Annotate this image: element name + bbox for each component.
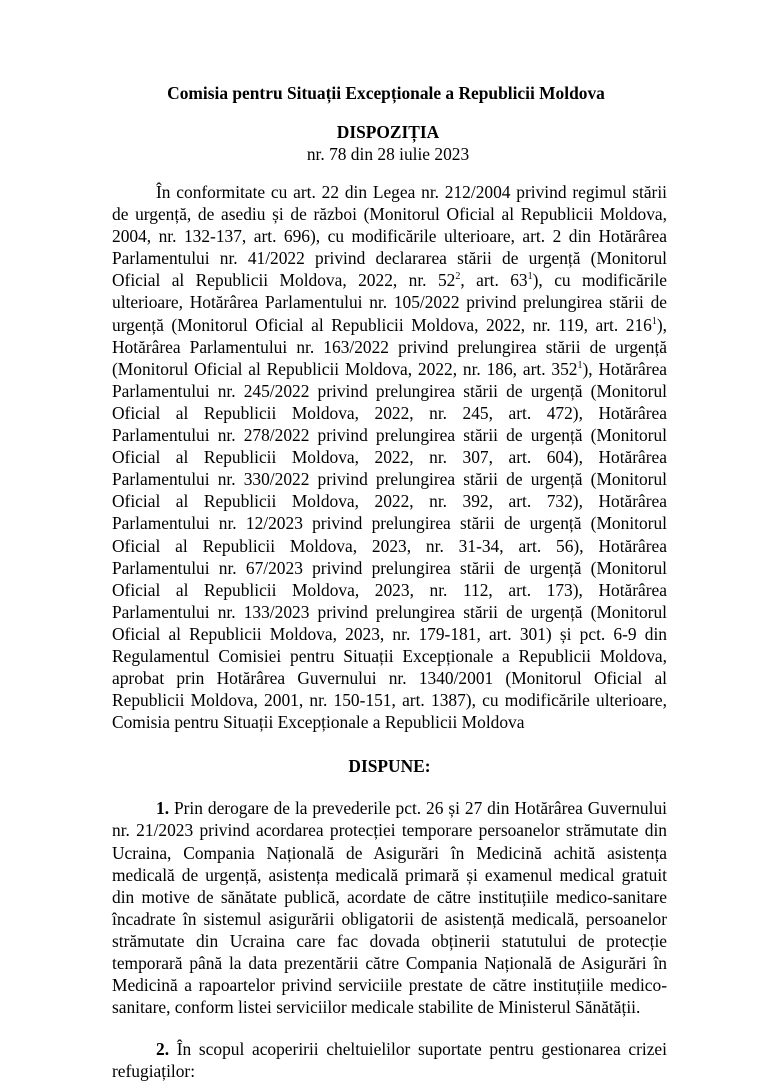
superscript: 1 [527,271,533,283]
superscript: 1 [651,315,657,327]
superscript: 1 [577,359,583,371]
document-number-date: nr. 78 din 28 iulie 2023 [306,144,470,164]
preamble-text-4: ), Hotărârea Parlamentului nr. 163/2022 privind prelungirea stării de urgență (Monitorul Oficial al Republicii Moldova, 2022, nr. 186, art. 352 [112,314,667,379]
dispune-heading: DISPUNE: [348,756,431,777]
point-text: În scopul acoperirii cheltuielilor suportate pentru gestionarea crizei refugiaților: [112,1039,667,1082]
point-number: 2. [156,1039,170,1060]
point-text: Prin derogare de la prevederile pct. 26 și 27 din Hotărârea Guvernului nr. 21/2023 privind acordarea protecției temporare persoanelor strămutate din Ucraina, Compania Națională de Asigurări în Medicină achită asistența medicală de urgență, asistența medicală primară și examenul medical gratuit din motive de sănătate publică, acordate de către instituțiile medico-sanitare încadrate în sistemul asigurării obligatorii de asistență medicală, persoanelor strămutate din Ucraina care fac dovada obținerii statutului de protecție temporară până la data prezentării către Compania Națională de Asigurări în Medicină a rapoartelor privind serviciile prestate de către instituțiile medico-sanitare, conform listei serviciilor medicale stabilite de Ministerul Sănătății. [112,798,667,1018]
point-2 [112,1038,667,1082]
point-1 [112,797,667,1018]
organization-heading: Comisia pentru Situații Excepționale a Republicii Moldova [167,83,605,103]
document-type-title: DISPOZIȚIA [336,122,440,142]
preamble-text-2: , art. 63 [460,270,528,291]
preamble-text-3: ), cu modificările ulterioare, Hotărârea Parlamentului nr. 105/2022 privind prelungirea stării de urgență (Monitorul Oficial al Republicii Moldova, 2022, nr. 119, art. 216 [112,270,668,335]
preamble-text-5: ), Hotărârea Parlamentului nr. 245/2022 privind prelungirea stării de urgență (Monitorul Oficial al Republicii Moldova, 2022, nr. 245, art. 472), Hotărârea Parlamentului nr. 278/2022 privind prelungirea stării de urgență (Monitorul Oficial al Republicii Moldova, 2022, nr. 307, art. 604), Hotărârea Parlamentului nr. 330/2022 privind prelungirea stării de urgență (Monitorul Oficial al Republicii Moldova, 2022, nr. 392, art. 732), Hotărârea Parlamentului nr. 12/2023 privind prelungirea stării de urgență (Monitorul Oficial al Republicii Moldova, 2023, nr. 31-34, art. 56), Hotărârea Parlamentului nr. 67/2023 privind prelungirea stării de urgență (Monitorul Oficial al Republicii Moldova, 2023, nr. 112, art. 173), Hotărârea Parlamentului nr. 133/2023 privind prelungirea stării de urgență (Monitorul Oficial al Republicii Moldova, 2023, nr. 179-181, art. 301) și pct. 6-9 din Regulamentul Comisiei pentru Situații Excepționale a Republicii Moldova, aprobat prin Hotărârea Guvernului nr. 1340/2001 (Monitorul Oficial al Republicii Moldova, 2001, nr. 150-151, art. 1387), cu modificările ulterioare, Comisia pentru Situații Excepționale a Republicii Moldova [112,358,668,733]
point-number: 1. [156,798,170,819]
superscript: 2 [455,271,461,283]
preamble-text-1: În conformitate cu art. 22 din Legea nr. 212/2004 privind regimul stării de urgență, de asediu și de război (Monitorul Oficial al Republicii Moldova, 2004, nr. 132-137, art. 696), cu modificările ulterioare, art. 2 din Hotărârea Parlamentului nr. 41/2022 privind declararea stării de urgență (Monitorul Oficial al Republicii Moldova, 2022, nr. 52 [112,182,667,291]
preamble-paragraph [112,181,667,733]
